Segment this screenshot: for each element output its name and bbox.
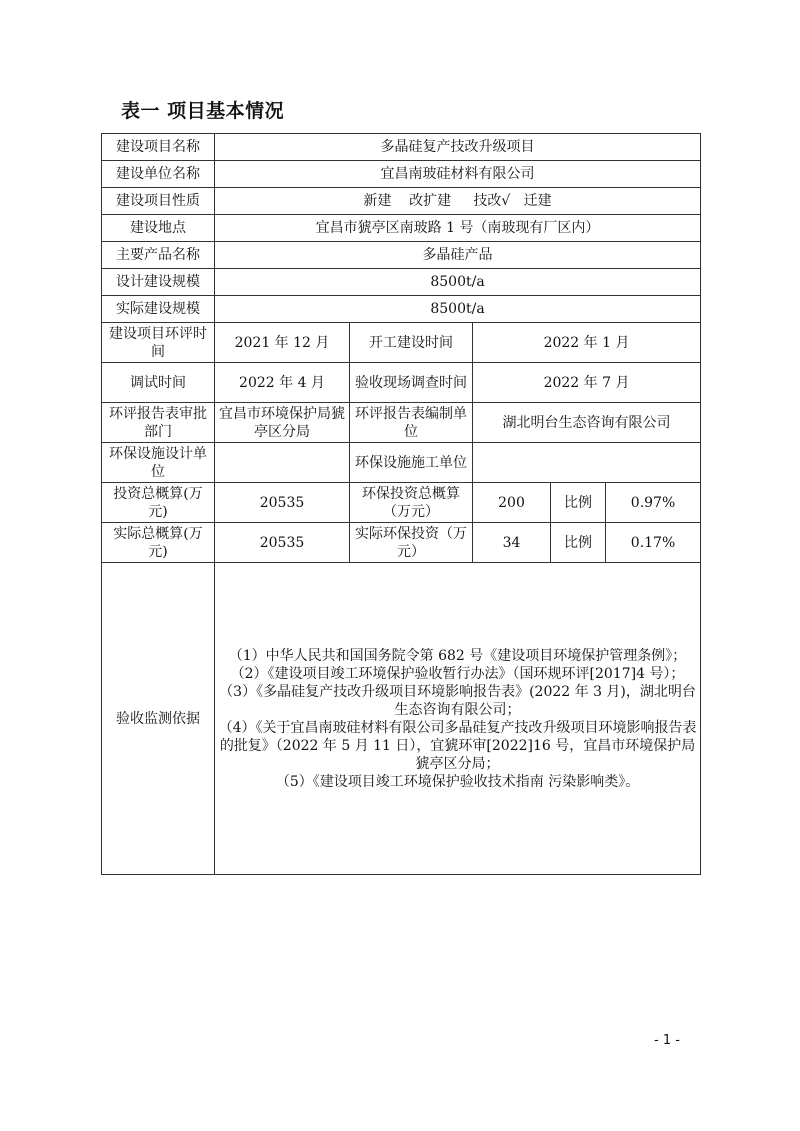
value-actual-scale: 8500t/a	[215, 296, 701, 323]
label-location: 建设地点	[102, 215, 215, 242]
value-actual-total: 20535	[215, 523, 350, 563]
table-row	[102, 188, 701, 215]
table-row	[102, 323, 701, 363]
label-construct-unit: 环保设施施工单位	[350, 443, 473, 483]
label-debug-time: 调试时间	[102, 363, 215, 403]
table-row	[102, 483, 701, 523]
value-location: 宜昌市猇亭区南玻路 1 号（南玻现有厂区内）	[215, 215, 701, 242]
value-ratio-1: 0.97%	[606, 483, 701, 523]
table-row	[102, 161, 701, 188]
table-row	[102, 269, 701, 296]
value-compile-unit: 湖北明台生态咨询有限公司	[473, 403, 701, 443]
label-project-name: 建设项目名称	[102, 134, 215, 161]
table-row	[102, 403, 701, 443]
basis-item-5: （5）《建设项目竣工环境保护验收技术指南 污染影响类》。	[275, 773, 640, 790]
value-eia-time: 2021 年 12 月	[215, 323, 350, 363]
label-product: 主要产品名称	[102, 242, 215, 269]
basis-item-2: （2）《建设项目竣工环境保护验收暂行办法》（国环规环评[2017]4 号）；	[230, 665, 685, 682]
value-actual-env: 34	[473, 523, 551, 563]
value-approval-dept: 宜昌市环境保护局猇亭区分局	[215, 403, 350, 443]
label-eia-time: 建设项目环评时间	[102, 323, 215, 363]
value-total-budget: 20535	[215, 483, 350, 523]
value-unit-name: 宜昌南玻硅材料有限公司	[215, 161, 701, 188]
label-ratio-1: 比例	[551, 483, 606, 523]
basis-item-4: （4）《关于宜昌南玻硅材料有限公司多晶硅复产技改升级项目环境影响报告表的批复》（2022 年 5 月 11 日），宜猇环审[2022]16 号，宜昌市环境保护局猇亭区分局；	[218, 719, 697, 772]
label-actual-scale: 实际建设规模	[102, 296, 215, 323]
value-ratio-2: 0.17%	[606, 523, 701, 563]
basis-item-3: （3）《多晶硅复产技改升级项目环境影响报告表》(2022 年 3 月)，湖北明台生态咨询有限公司；	[219, 683, 696, 718]
label-compile-unit: 环评报告表编制单位	[350, 403, 473, 443]
label-actual-total: 实际总概算(万元)	[102, 523, 215, 563]
value-design-unit	[215, 443, 350, 483]
label-start-time: 开工建设时间	[350, 323, 473, 363]
section-heading: 表一 项目基本情况	[121, 100, 285, 122]
value-product: 多晶硅产品	[215, 242, 701, 269]
value-project-name: 多晶硅复产技改升级项目	[215, 134, 701, 161]
table-row	[102, 296, 701, 323]
table-row	[102, 563, 701, 875]
label-survey-time: 验收现场调查时间	[350, 363, 473, 403]
label-nature: 建设项目性质	[102, 188, 215, 215]
basis-list	[215, 563, 701, 875]
table-row	[102, 134, 701, 161]
label-basis: 验收监测依据	[102, 563, 215, 875]
basis-item-1: （1）中华人民共和国国务院令第 682 号《建设项目环境保护管理条例》；	[228, 647, 687, 664]
table-row	[102, 363, 701, 403]
page-number: - 1 -	[654, 1033, 680, 1048]
table-row	[102, 242, 701, 269]
value-nature: 新建 改扩建 技改√ 迁建	[215, 188, 701, 215]
table-row	[102, 523, 701, 563]
label-actual-env: 实际环保投资（万元）	[350, 523, 473, 563]
value-env-budget: 200	[473, 483, 551, 523]
label-design-scale: 设计建设规模	[102, 269, 215, 296]
value-design-scale: 8500t/a	[215, 269, 701, 296]
table-row	[102, 215, 701, 242]
label-design-unit: 环保设施设计单位	[102, 443, 215, 483]
value-construct-unit	[473, 443, 701, 483]
value-debug-time: 2022 年 4 月	[215, 363, 350, 403]
label-approval-dept: 环评报告表审批部门	[102, 403, 215, 443]
label-ratio-2: 比例	[551, 523, 606, 563]
table-row	[102, 443, 701, 483]
label-total-budget: 投资总概算(万元)	[102, 483, 215, 523]
label-unit-name: 建设单位名称	[102, 161, 215, 188]
value-start-time: 2022 年 1 月	[473, 323, 701, 363]
value-survey-time: 2022 年 7 月	[473, 363, 701, 403]
label-env-budget: 环保投资总概算（万元）	[350, 483, 473, 523]
project-info-table	[101, 133, 701, 875]
